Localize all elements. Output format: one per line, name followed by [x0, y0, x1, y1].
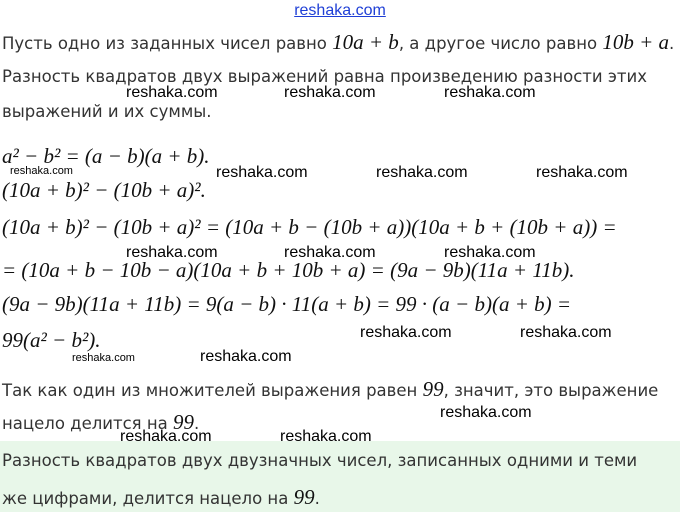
answer-line1: Разность квадратов двух двузначных чисел, записанных одними и теми — [2, 451, 638, 470]
expr-10a-b: 10a + b — [332, 30, 399, 54]
math-line-6: 99(a² − b²). — [2, 328, 101, 352]
intro-text-b: , а другое число равно — [398, 34, 603, 53]
watermark: reshaka.com — [120, 428, 212, 445]
answer-line2 — [2, 485, 320, 510]
watermark: reshaka.com — [126, 84, 218, 101]
conclusion-text-a: Так как один из множителей выражения равен — [2, 381, 423, 400]
answer-number-99: 99 — [293, 485, 315, 509]
math-line-1: a² − b² = (a − b)(a + b). — [2, 144, 210, 168]
site-link[interactable]: reshaka.com — [294, 2, 386, 19]
math-line-2: (10a + b)² − (10b + a)². — [2, 178, 206, 202]
watermark: reshaka.com — [284, 244, 376, 261]
watermark: reshaka.com — [520, 324, 612, 341]
watermark: reshaka.com — [360, 324, 452, 341]
watermark: reshaka.com — [376, 164, 468, 181]
watermark: reshaka.com — [536, 164, 628, 181]
math-line-5: (9a − 9b)(11a + 11b) = 9(a − b) · 11(a + b) = 99 · (a − b)(a + b) = — [2, 292, 572, 316]
watermark: reshaka.com — [200, 348, 292, 365]
answer-text-b: . — [314, 489, 320, 508]
paragraph-conclusion-line1 — [2, 377, 658, 402]
number-99: 99 — [173, 410, 194, 434]
math-line-3: (10a + b)² − (10b + a)² = (10a + b − (10b + a))(10a + b + (10b + a)) = — [2, 215, 617, 239]
watermark: reshaka.com — [10, 165, 73, 177]
watermark: reshaka.com — [216, 164, 308, 181]
watermark: reshaka.com — [72, 352, 135, 364]
number-99: 99 — [422, 377, 444, 401]
watermark: reshaka.com — [284, 84, 376, 101]
watermark: reshaka.com — [126, 244, 218, 261]
expr-10b-a: 10b + a — [602, 30, 670, 54]
answer-box — [0, 441, 680, 512]
paragraph-intro — [2, 30, 674, 55]
conclusion-text-d: . — [194, 414, 200, 433]
watermark: reshaka.com — [280, 428, 372, 445]
conclusion-text-b: , значит, это выражение — [443, 381, 659, 400]
watermark: reshaka.com — [444, 84, 536, 101]
answer-text-a: же цифрами, делится нацело на — [2, 489, 294, 508]
paragraph-rule-line1: Разность квадратов двух выражений равна произведению разности этих — [2, 67, 648, 86]
conclusion-text-c: нацело делится на — [2, 414, 173, 433]
watermark: reshaka.com — [444, 244, 536, 261]
math-line-4: = (10a + b − 10b − a)(10a + b + 10b + a) = (9a − 9b)(11a + 11b). — [2, 258, 575, 282]
intro-text-a: Пусть одно из заданных чисел равно — [2, 34, 333, 53]
intro-text-c: . — [669, 34, 675, 53]
watermark: reshaka.com — [440, 404, 532, 421]
paragraph-rule-line2: выражений и их суммы. — [2, 102, 212, 121]
